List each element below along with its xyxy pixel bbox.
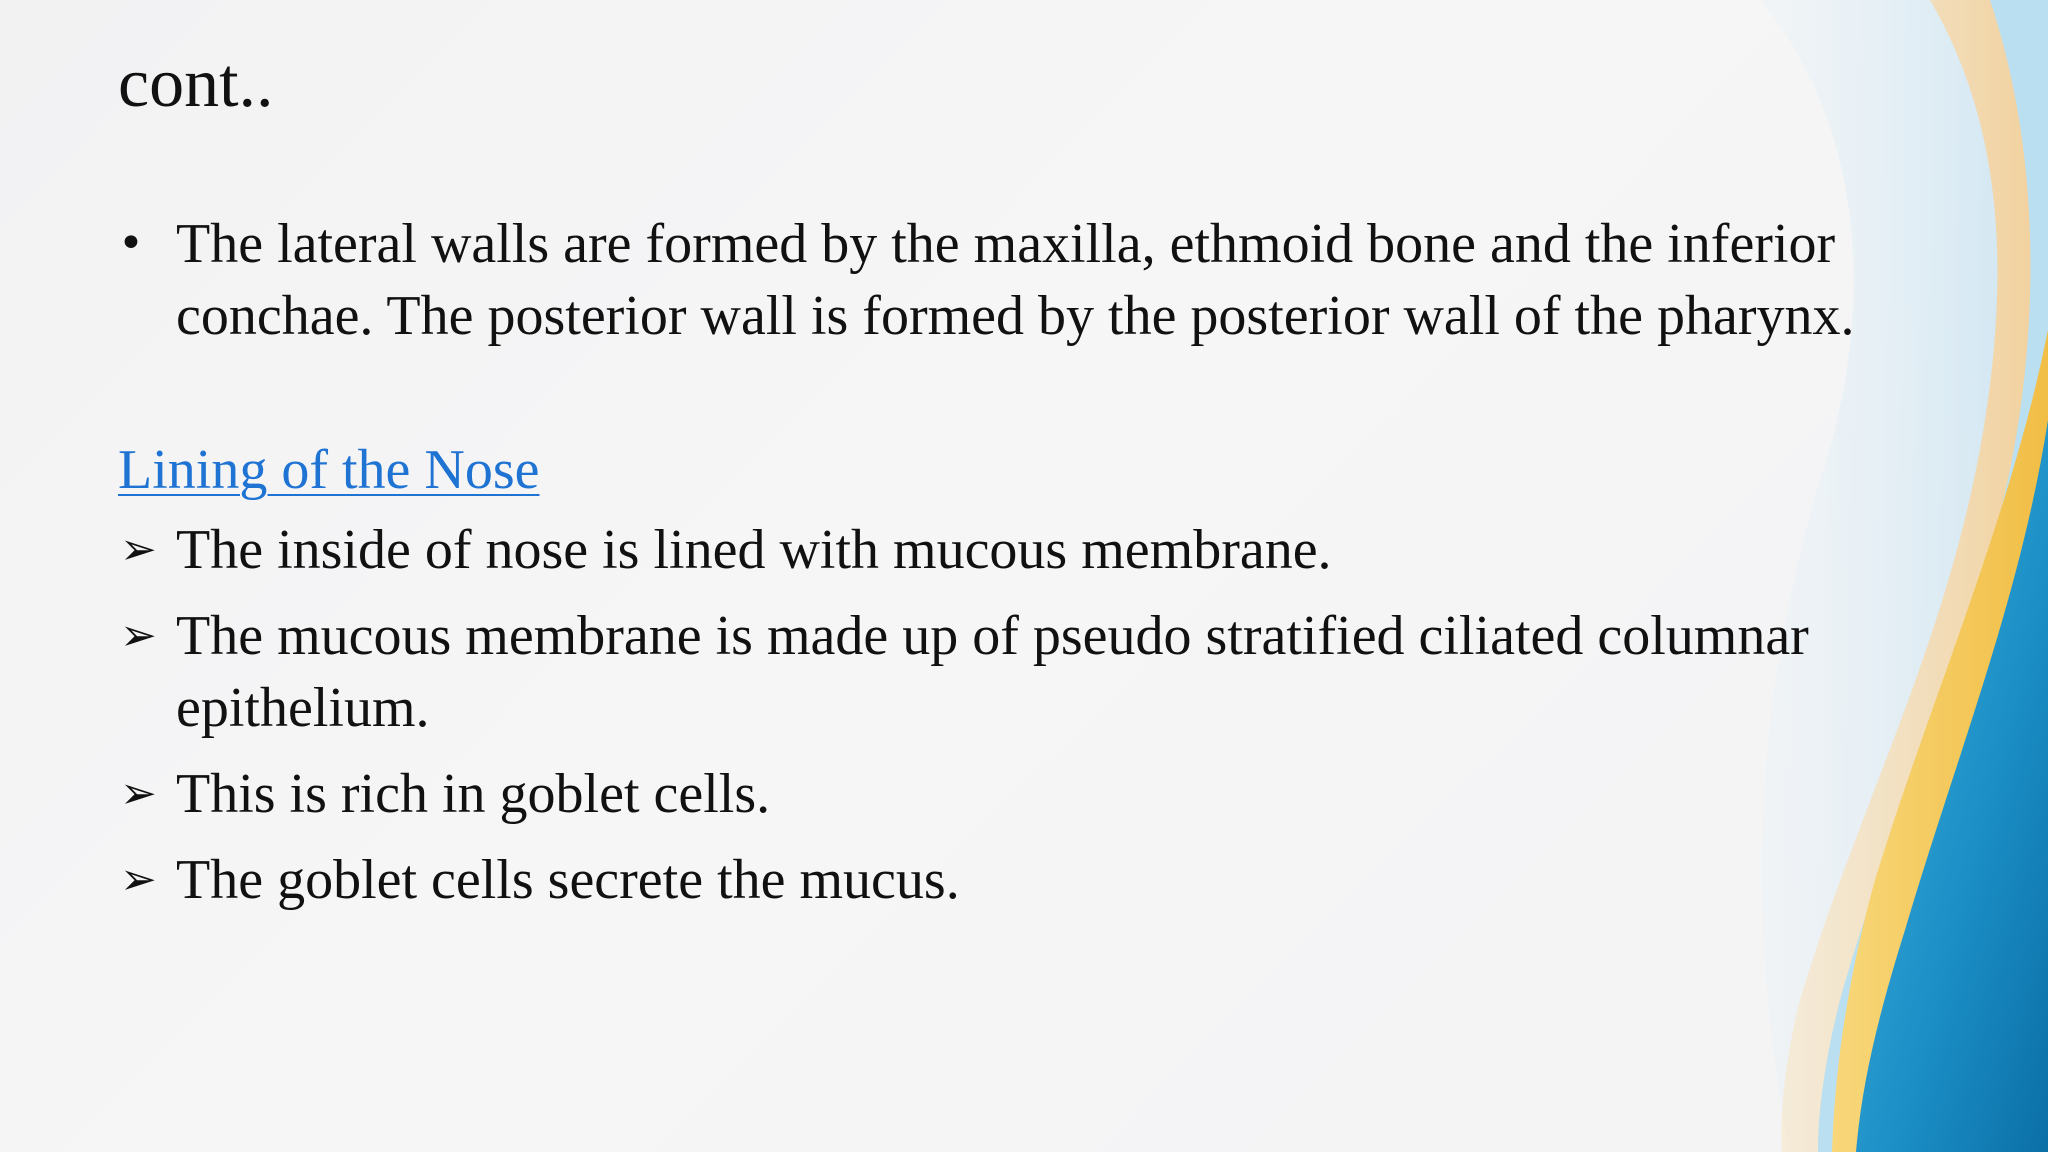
- subheading-link[interactable]: Lining of the Nose: [118, 439, 540, 501]
- arrow-bullet-icon: ➢: [120, 610, 157, 661]
- arrow-bullet-icon: ➢: [120, 768, 157, 819]
- arrow-item-text: The inside of nose is lined with mucous membrane.: [176, 519, 1332, 581]
- arrow-item-text: This is rich in goblet cells.: [176, 763, 771, 825]
- slide-content: [118, 208, 1938, 916]
- arrow-list-item: [118, 844, 1938, 916]
- arrow-item-text: The mucous membrane is made up of pseudo stratified ciliated columnar epithelium.: [176, 605, 1809, 739]
- arrow-bullet-icon: ➢: [120, 524, 157, 575]
- arrow-list-item: [118, 600, 1938, 744]
- slide-title: cont..: [118, 45, 274, 122]
- bullet-dot-icon: •: [118, 218, 144, 269]
- arrow-list-item: [118, 514, 1938, 586]
- arrow-bullet-icon: ➢: [120, 854, 157, 905]
- arrow-list-item: [118, 758, 1938, 830]
- arrow-item-text: The goblet cells secrete the mucus.: [176, 849, 960, 911]
- bullet-text: The lateral walls are formed by the maxilla, ethmoid bone and the inferior conchae. The posterior wall is formed by the posterior wall of the pharynx.: [176, 213, 1855, 347]
- bullet-item: [118, 208, 1938, 352]
